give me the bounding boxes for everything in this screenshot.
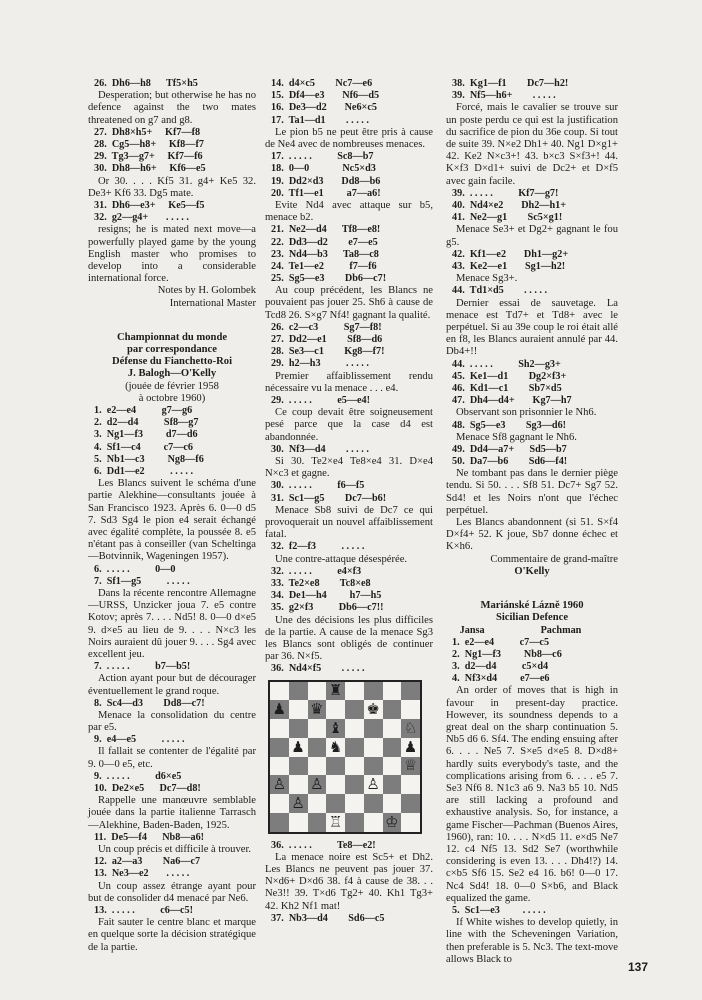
move-line: 8. Sc4—d3 Dd8—c7!: [94, 697, 205, 709]
board-square: [345, 719, 364, 738]
board-square: [308, 719, 327, 738]
board-square: [401, 794, 420, 813]
attribution: Commentaire de grand-maître: [490, 553, 618, 565]
commentary: Desperation; but otherwise he has no defence against the two mates threatened on g7 and g8.: [88, 90, 256, 126]
chess-piece: ♜: [326, 682, 345, 701]
move-line: 49. Dd4—a7+ Sd5—b7: [452, 443, 567, 455]
move-line: 3. d2—d4 c5×d4: [452, 661, 549, 673]
heading: Défense du Fianchetto-Roi: [111, 356, 233, 368]
commentary: Le pion b5 ne peut être pris à cause de Ne4 avec de nombreuses menaces.: [265, 126, 433, 150]
commentary: Menace Sg3+.: [456, 273, 518, 285]
move-line: 26. c2—c3 Sg7—f8!: [271, 321, 382, 333]
move-line: 37. Nb3—d4 Sd6—c5: [271, 912, 385, 924]
move-line: 4. Sf1—c4 c7—c6: [94, 441, 194, 453]
chess-piece: ♙: [270, 775, 289, 794]
move-line: 47. Dh4—d4+ Kg7—h7: [452, 395, 572, 407]
commentary: Une des décisions les plus difficiles de la partie. A cause de la menace Sg3 les Blancs sont obligés de continuer par 36. N×f5.: [265, 614, 433, 663]
board-square: [401, 813, 420, 832]
board-square: [345, 700, 364, 719]
chess-piece: ♙: [364, 775, 383, 794]
move-line: 38. Kg1—f1 Dc7—h2!: [452, 78, 569, 89]
move-line: 46. Kd1—c1 Sb7×d5: [452, 382, 562, 394]
commentary: Dernier essai de sauvetage. La menace est Td7+ et Td8+ avec le perpétuel. Si au 39e coup le roi était allé en f8, les Blancs auraient annulé par 44. Db4+!!: [446, 297, 618, 358]
commentary: Il fallait se contenter de l'égalité par 9. 0—0 e5, etc.: [88, 746, 256, 770]
chess-diagram: [268, 680, 422, 834]
move-line: 32. g2—g4+ . . . . .: [94, 212, 189, 224]
commentary: resigns; he is mated next move—a powerfully played game by the young English master who promises to develop into a considerable international force.: [88, 224, 256, 285]
move-line: 6. Dd1—e2 . . . . .: [94, 465, 194, 477]
move-line: 48. Sg5—e3 Sg3—d6!: [452, 419, 567, 431]
move-line: 27. Dd2—e1 Sf8—d6: [271, 334, 383, 346]
chess-piece: ♔: [383, 813, 402, 832]
chess-piece: ♕: [401, 757, 420, 776]
commentary: If White wishes to develop quietly, in line with the Scheveningen Variation, then preferable is 5. Nc3. The text-move allows Black to: [446, 917, 618, 965]
move-line: 41. Ne2—g1 Sc5×g1!: [452, 212, 563, 224]
commentary: An order of moves that is high in favour in present-day practice. However, its soundness depends to a great deal on the sharp continuation 5. Nb5 d6 6. Sf4. The ending ensuing after 6. . . . Ne5 7. S×e5 d×e5 8. D×d8+ hardly suits everybody's taste, and the complications arising from 6. . . . e5 7. Se3 Nf6 8. N1c3 a6 9. Na3 b5 10. Nd5 are still lacking a profound and exhaustive analysis. So, for instance, a game Fischer—Pachman (Buenos Aires, 1960), ran: 10. . . . N×d5 11. e×d5 Ne7 12. c4 Nf5 13. Sd2 Se7 (worthwhile considering is even 13. . . . Dh4!?) 14. c×b5 Sf6 15. Se2 e4 16. b6! 0—0 17. Nc4 Sd4! 18. 0—0 S×b6, and Black equalized the game.: [446, 685, 618, 904]
commentary: Premier affaiblissement rendu nécessaire vu la menace . . . e4.: [265, 370, 433, 394]
move-line: 13. Ne3—e2 . . . . .: [94, 868, 190, 880]
spacer: [88, 310, 256, 332]
board-square: [270, 719, 289, 738]
move-line: 30. Nf3—d4 . . . . .: [271, 443, 369, 455]
board-square: [308, 682, 327, 701]
chess-piece: ♖: [326, 813, 345, 832]
move-line: 20. Tf1—e1 a7—a6!: [271, 187, 381, 199]
move-line: 29. h2—h3 . . . . .: [271, 358, 369, 370]
board-square: [345, 757, 364, 776]
chess-piece: ♟: [401, 738, 420, 757]
move-line: 42. Kf1—e2 Dh1—g2+: [452, 248, 569, 260]
commentary: Ce coup devait être soigneusement pesé parce que la case d4 est abandonnée.: [265, 407, 433, 443]
heading: O'Kelly: [514, 565, 550, 577]
move-line: 10. De2×e5 Dc7—d8!: [94, 783, 201, 795]
move-line: 50. Da7—b6 Sd6—f4!: [452, 456, 568, 468]
heading: par correspondance: [127, 343, 217, 355]
move-line: 14. d4×c5 Nc7—e6: [271, 78, 373, 89]
board-square: [326, 794, 345, 813]
move-line: 17. Ta1—d1 . . . . .: [271, 114, 369, 126]
board-square: [270, 682, 289, 701]
board-square: [383, 700, 402, 719]
board-square: [383, 775, 402, 794]
board-square: [308, 757, 327, 776]
move-line: 21. Ne2—d4 Tf8—e8!: [271, 224, 381, 236]
move-line: 16. De3—d2 Ne6×c5: [271, 102, 377, 114]
move-line: 7. . . . . . b7—b5!: [94, 661, 191, 673]
chess-piece: ♝: [326, 719, 345, 738]
move-line: 34. De1—h4 h7—h5: [271, 590, 382, 602]
heading: Championnat du monde: [116, 331, 228, 343]
move-line: 9. e4—e5 . . . . .: [94, 734, 185, 746]
commentary: Observant son prisonnier le Nh6.: [456, 407, 597, 419]
board-square: [364, 757, 383, 776]
board-square: [289, 775, 308, 794]
move-line: 27. Dh8×h5+ Kf7—f8: [94, 126, 201, 138]
board-square: [345, 738, 364, 757]
commentary: Si 30. Te2×e4 Te8×e4 31. D×e4 N×c3 et gagne.: [265, 456, 433, 480]
board-square: [345, 682, 364, 701]
board-square: [308, 738, 327, 757]
attribution: Notes by H. Golombek: [157, 285, 256, 297]
board-square: [289, 719, 308, 738]
commentary: Les Blancs abandonnent (si 51. S×f4 D×f4+ 52. K joue, Sb7 donne échec et K×h6.: [446, 517, 618, 553]
move-line: 40. Nd4×e2 Dh2—h1+: [452, 199, 567, 211]
move-line: 33. Te2×e8 Tc8×e8: [271, 577, 371, 589]
move-line: 25. Sg5—e3 Db6—c7!: [271, 273, 387, 285]
board-square: [308, 794, 327, 813]
chess-piece: ♟: [270, 700, 289, 719]
move-line: Jansa Pachman: [452, 624, 582, 636]
commentary: Menace Sf8 gagnant le Nh6.: [456, 431, 577, 443]
move-line: 36. Nd4×f5 . . . . .: [271, 663, 365, 675]
commentary: Evite Nd4 avec attaque sur b5, menace b2.: [265, 199, 433, 224]
move-line: 28. Se3—c1 Kg8—f7!: [271, 346, 385, 358]
move-line: 36. . . . . . Te8—e2!: [271, 839, 376, 851]
chess-piece: ♚: [364, 700, 383, 719]
chess-piece: ♙: [308, 775, 327, 794]
heading: Mariánské Lázně 1960: [480, 600, 584, 612]
move-line: 24. Te1—e2 f7—f6: [271, 260, 377, 272]
move-line: 11. De5—f4 Nb8—a6!: [94, 831, 205, 843]
subheading: à octobre 1960): [138, 392, 206, 404]
move-line: 23. Nd4—b3 Ta8—c8: [271, 248, 379, 260]
column-middle: [265, 78, 433, 925]
move-line: 39. . . . . . Kf7—g7!: [452, 187, 559, 199]
board-square: [383, 719, 402, 738]
chess-piece: ♛: [308, 700, 327, 719]
commentary: La menace noire est Sc5+ et Dh2. Les Blancs ne peuvent pas jouer 37. N×d6+ D×d6 38. f4 à cause de 38. . . Ne3!! 39. T×d6 Tg2+ 40. Kh1 Tg3+ 42. Kh2 Nf1 mat!: [265, 851, 433, 912]
board-square: [401, 682, 420, 701]
move-line: 26. Dh6—h8 Tf5×h5: [94, 78, 198, 89]
board-square: [289, 700, 308, 719]
chess-piece: ♞: [326, 738, 345, 757]
move-line: 17. . . . . . Sc8—b7: [271, 151, 374, 163]
board-square: [345, 794, 364, 813]
commentary: Action ayant pour but de décourager éventuellement le grand roque.: [88, 673, 256, 697]
board-square: [326, 700, 345, 719]
move-line: 7. Sf1—g5 . . . . .: [94, 575, 190, 587]
move-line: 2. d2—d4 Sf8—g7: [94, 417, 199, 429]
board-square: [326, 775, 345, 794]
board-square: [401, 700, 420, 719]
commentary: Or 30. . . . Kf5 31. g4+ Ke5 32. De3+ Kf6 33. Dg5 mate.: [88, 175, 256, 199]
board-square: [383, 794, 402, 813]
heading: Sicilian Defence: [495, 612, 569, 624]
board-square: [364, 794, 383, 813]
move-line: 13. . . . . . c6—c5!: [94, 905, 194, 917]
move-line: 19. Dd2×d3 Dd8—b6: [271, 175, 381, 187]
move-line: 30. . . . . . f6—f5: [271, 480, 365, 492]
move-line: 1. e2—e4 g7—g6: [94, 404, 193, 416]
board-square: [326, 757, 345, 776]
commentary: Ne tombant pas dans le dernier piège tendu. Si 50. . . . Sf8 51. Dc7+ Sg7 52. Sd4! et les Noirs n'ont que l'échec perpétuel.: [446, 468, 618, 516]
move-line: 32. f2—f3 . . . . .: [271, 541, 365, 553]
board-square: [383, 682, 402, 701]
board-square: [289, 813, 308, 832]
move-line: 39. Nf5—h6+ . . . . .: [452, 90, 556, 102]
chess-piece: ♟: [289, 738, 308, 757]
move-line: 28. Cg5—h8+ Kf8—f7: [94, 138, 204, 150]
move-line: 32. . . . . . e4×f3: [271, 565, 362, 577]
move-line: 2. Ng1—f3 Nb8—c6: [452, 648, 562, 660]
chess-piece: ♘: [401, 719, 420, 738]
commentary: Les Blancs suivent le schéma d'une partie Alekhine—consultants jouée à San Francisco 1923. Après 6. 0—0 d5 7. Sd3 Sg4 le pion e4 serait échangé avec égalité complète, la poussée 8. e5 n'étant pas à conseiller (van Scheltinga—Botvinnik, Wageningen 1957).: [88, 478, 256, 563]
commentary: Au coup précédent, les Blancs ne pouvaient pas jouer 25. Sh6 à cause de Tcd8 26. S×g7 Nf4! gagnant la qualité.: [265, 285, 433, 321]
move-line: 29. . . . . . e5—e4!: [271, 395, 371, 407]
move-line: 31. Sc1—g5 Dc7—b6!: [271, 492, 387, 504]
move-line: 30. Dh8—h6+ Kf6—e5: [94, 163, 206, 175]
move-line: 35. g2×f3 Db6—c7!!: [271, 602, 384, 614]
board-square: [270, 794, 289, 813]
column-left: [88, 78, 256, 954]
board-square: [364, 719, 383, 738]
chess-board: [270, 682, 420, 832]
move-line: 31. Dh6—e3+ Ke5—f5: [94, 199, 205, 211]
move-line: 1. e2—e4 c7—c5: [452, 636, 550, 648]
commentary: Menace la consolidation du centre par e5.: [88, 709, 256, 734]
move-line: 44. . . . . . Sh2—g3+: [452, 358, 561, 370]
commentary: Menace Sb8 suivi de Dc7 ce qui provoquerait un nouvel affaiblissement fatal.: [265, 504, 433, 541]
board-square: [364, 738, 383, 757]
commentary: Fait sauter le centre blanc et marque en quelque sorte la décision stratégique de la partie.: [88, 917, 256, 953]
move-line: 5. Nb1—c3 Ng8—f6: [94, 453, 204, 465]
commentary: Dans la récente rencontre Allemagne—URSS, Unzicker joua 7. e5 contre Kotov; après 7. . . . Nd5! 8. 0—0 d×e5 9. d×e5 au lieu de 9. . . . N×c3 les Noirs auraient dû jouer 9. . . . Sg4 avec excellent jeu.: [88, 587, 256, 660]
commentary: Forcé, mais le cavalier se trouve sur un poste perdu ce qui est la justification du sacrifice de pion du 36e coup. Si tout de suite 39. N×e2 Dh1+ 40. Ng1 D×g1+ 42. Ke2 N×c3+! 43. b×c3 S×f3+! 44. K×f3 D×d1+ suivi de Dc2+ et D×f5 avec gain facile.: [446, 102, 618, 187]
commentary: Un coup assez étrange ayant pour but de consolider d4 menacé par Ne6.: [88, 880, 256, 904]
move-line: 45. Ke1—d1 Dg2×f3+: [452, 370, 567, 382]
move-line: 22. Dd3—d2 e7—e5: [271, 236, 378, 248]
move-line: 44. Td1×d5 . . . . .: [452, 285, 548, 297]
move-line: 29. Tg3—g7+ Kf7—f6: [94, 151, 203, 163]
board-square: [364, 682, 383, 701]
move-line: 3. Ng1—f3 d7—d6: [94, 429, 198, 441]
board-square: [270, 813, 289, 832]
move-line: 6. . . . . . 0—0: [94, 563, 176, 575]
move-line: 12. a2—a3 Na6—c7: [94, 856, 201, 868]
page-number: 137: [628, 960, 649, 974]
move-line: 5. Sc1—e3 . . . . .: [452, 905, 546, 917]
commentary: Menace Se3+ et Dg2+ gagnant le fou g5.: [446, 224, 618, 248]
chess-piece: ♙: [289, 794, 308, 813]
board-square: [289, 757, 308, 776]
column-right: [446, 78, 618, 966]
commentary: Rappelle une manœuvre semblable jouée dans la partie italienne Tarrasch—Alekhine, Baden-Baden, 1925.: [88, 795, 256, 831]
subheading: (jouée de février 1958: [125, 380, 219, 392]
board-square: [364, 813, 383, 832]
board-square: [270, 738, 289, 757]
board-square: [383, 757, 402, 776]
move-line: 9. . . . . . d6×e5: [94, 770, 182, 782]
board-square: [345, 813, 364, 832]
board-square: [401, 775, 420, 794]
board-square: [383, 738, 402, 757]
board-square: [308, 813, 327, 832]
move-line: 4. Nf3×d4 e7—e6: [452, 673, 550, 685]
commentary: Un coup précis et difficile à trouver.: [98, 844, 252, 856]
spacer: [446, 578, 618, 600]
move-line: 43. Ke2—e1 Sg1—h2!: [452, 260, 566, 272]
board-square: [270, 757, 289, 776]
board-square: [345, 775, 364, 794]
move-line: 18. 0—0 Nc5×d3: [271, 163, 376, 175]
board-square: [289, 682, 308, 701]
commentary: Une contre-attaque désespérée.: [275, 553, 408, 565]
heading: J. Balogh—O'Kelly: [127, 368, 217, 380]
move-line: 15. Df4—e3 Nf6—d5: [271, 90, 380, 102]
attribution: International Master: [169, 297, 256, 309]
